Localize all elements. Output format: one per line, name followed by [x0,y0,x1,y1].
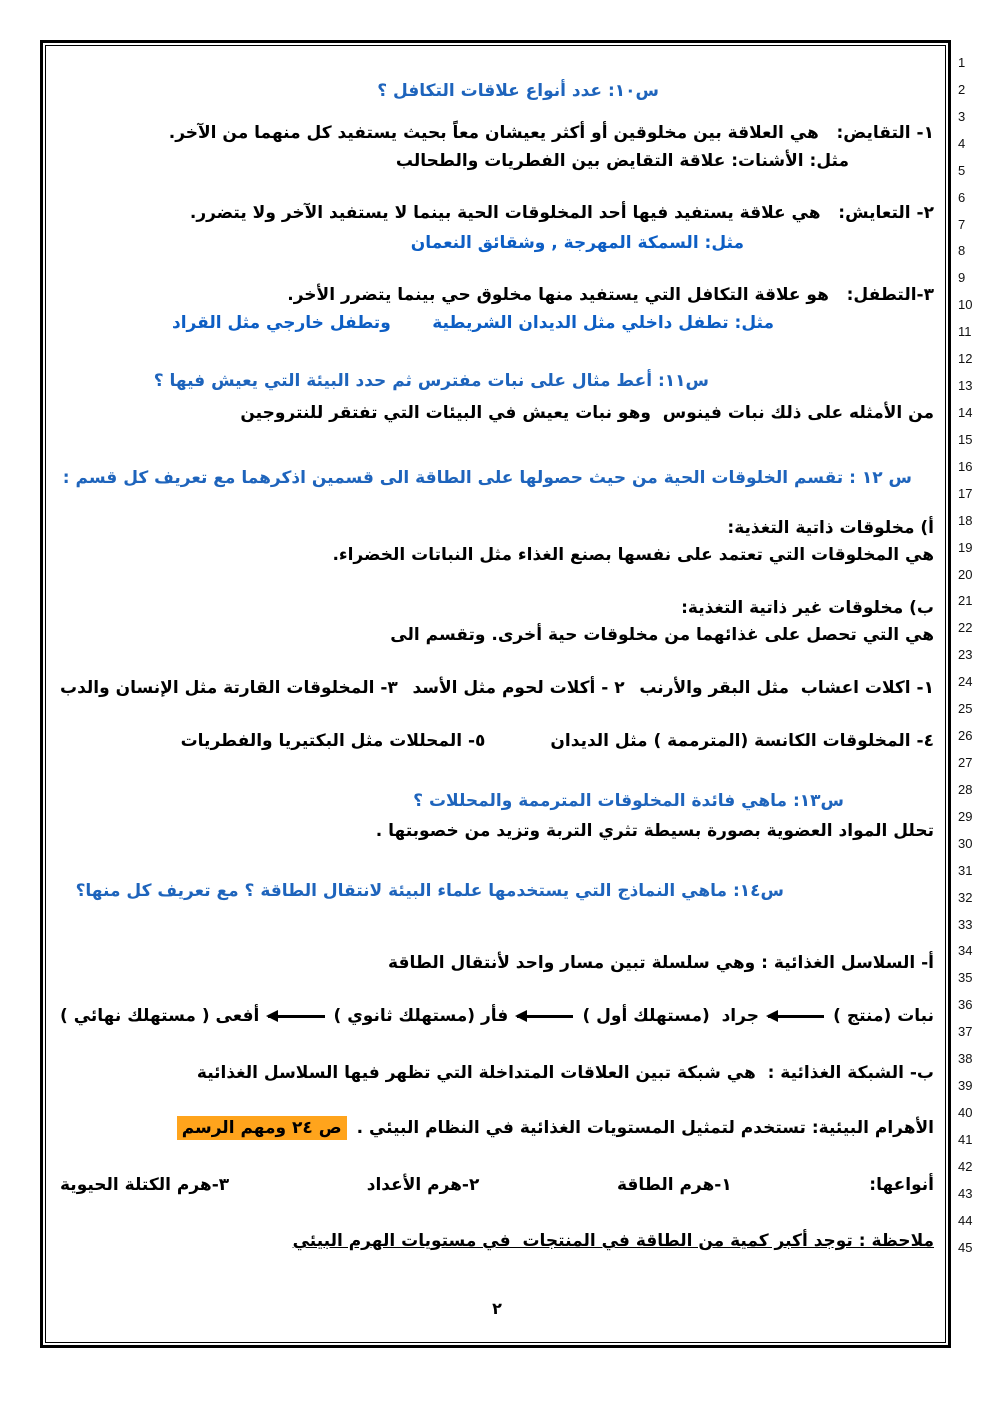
q14-food-web-definition: ب- الشبكة الغذائية : هي شبكة تبين العلاقات المتداخلة التي تظهر فيها السلاسل الغذائية [196,1063,934,1083]
line-number: 25 [958,701,973,717]
q14-pyramids-line [60,1115,934,1142]
line-number: 20 [958,566,973,582]
line-number: 22 [958,620,973,636]
line-number: 27 [958,754,973,770]
left-arrow-icon [517,1015,573,1018]
line-number: 7 [958,216,966,232]
q10-item-commensalism: ٢- التعايش: هي علاقة يستفيد فيها أحد المخلوقات الحية بينما لا يستفيد الآخر ولا يتضرر. [189,203,934,223]
line-number: 29 [958,808,973,824]
line-number: 35 [958,970,973,986]
q11-answer: من الأمثله على ذلك نبات فينوس وهو نبات يعيش في البيئات التي تفتقر للنتروجين [240,403,934,423]
q12-heading: س ١٢ : تقسم الخلوقات الحية من حيث حصولها على الطاقة الى قسمين اذكرهما مع تعريف كل قسم : [62,468,912,488]
q12-autotrophs-definition: هي المخلوقات التي تعتمد على نفسها بصنع الغذاء مثل النباتات الخضراء. [332,545,934,565]
line-number: 19 [958,539,973,555]
food-chain-final-consumer: أفعى ( مستهلك نهائي ) [60,1006,260,1026]
line-number: 23 [958,647,973,663]
line-number: 34 [958,943,973,959]
line-number: 18 [958,512,973,528]
line-number: 13 [958,378,973,394]
line-number: 15 [958,431,973,447]
line-number: 8 [958,243,966,259]
q11-heading: س١١: أعط مثال على نبات مفترس ثم حدد البيئة التي يعيش فيها ؟ [153,371,709,391]
pyramid-type-energy: ١-هرم الطاقة [616,1175,732,1195]
food-chain-secondary-consumer: فأر (مستهلك ثانوي ) [333,1006,509,1026]
food-chain-diagram [60,1003,934,1030]
left-arrow-icon [268,1015,324,1018]
q12-heterotrophs-definition: هي التي تحصل على غذائهما من مخلوقات حية أخرى. وتقسم الى [390,625,934,645]
q10-item-parasitism: ٣-التطفل: هو علاقة التكافل التي يستفيد منها مخلوق حي بينما يتضرر الأخر. [287,285,934,305]
q12-autotrophs-title: أ) مخلوقات ذاتية التغذية: [727,518,934,538]
note-line: ملاحظة : توجد أكبر كمية من الطاقة في المنتجات في مستويات الهرم البيئي [292,1231,934,1251]
consumer-type-omnivores: ٣- المخلوقات القارتة مثل الإنسان والدب [60,678,398,698]
line-number: 38 [958,1051,973,1067]
line-number: 44 [958,1212,973,1228]
q10-item-parasitism-example: مثل: تطفل داخلي مثل الديدان الشريطية وتطفل خارجي مثل القراد [172,313,774,333]
line-number: 40 [958,1104,973,1120]
line-number: 42 [958,1158,973,1174]
consumer-type-decomposers: ٥- المحللات مثل البكتيريا والفطريات [180,731,486,751]
q13-heading: س١٣: ماهي فائدة المخلوقات المترممة والمحللات ؟ [413,791,844,811]
line-number: 16 [958,458,973,474]
line-numbers [958,50,990,1261]
line-number: 9 [958,270,966,286]
consumer-type-scavengers: ٤- المخلوقات الكانسة (المترممة ) مثل الديدان [550,731,934,751]
line-number: 10 [958,297,973,313]
pyramid-types-row [60,1172,934,1199]
q12-consumer-types-row-1 [60,675,934,702]
q14-heading: س١٤: ماهي النماذج التي يستخدمها علماء البيئة لانتقال الطاقة ؟ مع تعريف كل منها؟ [75,881,784,901]
q10-item-mutualism: ١- التقايض: هي العلاقة بين مخلوقين أو أكثر يعيشان معاً بحيث يستفيد كل منهما من الآخر. [168,123,934,143]
line-number: 4 [958,135,966,151]
line-number: 5 [958,162,966,178]
line-number: 24 [958,674,973,690]
line-number: 17 [958,485,973,501]
page-reference-highlight: ص ٢٤ ومهم الرسم [177,1116,347,1140]
line-number: 21 [958,593,973,609]
line-number: 3 [958,108,966,124]
page-number: ٢ [492,1299,502,1318]
q10-heading: س١٠: عدد أنواع علاقات التكافل ؟ [377,81,659,101]
q14-food-chain-definition: أ- السلاسل الغذائية : وهي سلسلة تبين مسار واحد لأنتقال الطاقة [388,953,934,973]
q13-answer: تحلل المواد العضوية بصورة بسيطة تثري التربة وتزيد من خصوبتها . [375,821,934,841]
pyramid-types-label: أنواعها: [869,1175,934,1195]
pyramid-type-biomass: ٣-هرم الكتلة الحيوية [60,1175,230,1195]
food-chain-producer: نبات (منتج ) [833,1006,934,1026]
line-number: 45 [958,1239,973,1255]
line-number: 39 [958,1078,973,1094]
consumer-type-carnivores: ٢ - أكلات لحوم مثل الأسد [412,678,625,698]
line-number: 30 [958,835,973,851]
line-number: 31 [958,862,973,878]
document-content [60,60,934,1322]
pyramid-type-numbers: ٢-هرم الأعداد [366,1175,480,1195]
q12-consumer-types-row-2 [60,728,934,755]
line-number: 33 [958,916,973,932]
line-number: 14 [958,404,973,420]
line-number: 37 [958,1024,973,1040]
food-chain-primary-consumer: جراد (مستهلك أول ) [582,1006,759,1026]
consumer-type-herbivores: ١- اكلات اعشاب مثل البقر والأرنب [639,678,934,698]
q10-item-commensalism-example: مثل: السمكة المهرجة , وشقائق النعمان [410,233,744,253]
line-number: 1 [958,55,966,70]
line-number: 32 [958,889,973,905]
line-number: 36 [958,997,973,1013]
line-number: 43 [958,1185,973,1201]
line-number: 12 [958,351,973,367]
line-number: 2 [958,81,966,97]
line-number: 11 [958,324,972,340]
q12-heterotrophs-title: ب) مخلوقات غير ذاتية التغذية: [681,598,934,618]
q14-pyramids-definition: الأهرام البيئية: تستخدم لتمثيل المستويات الغذائية في النظام البيئي . [356,1118,934,1138]
q10-item-mutualism-example: مثل: الأشنات: علاقة التقايض بين الفطريات والطحالب [395,151,849,171]
left-arrow-icon [768,1015,824,1018]
line-number: 41 [958,1131,973,1147]
line-number: 28 [958,781,973,797]
line-number: 26 [958,728,973,744]
line-number: 6 [958,189,966,205]
